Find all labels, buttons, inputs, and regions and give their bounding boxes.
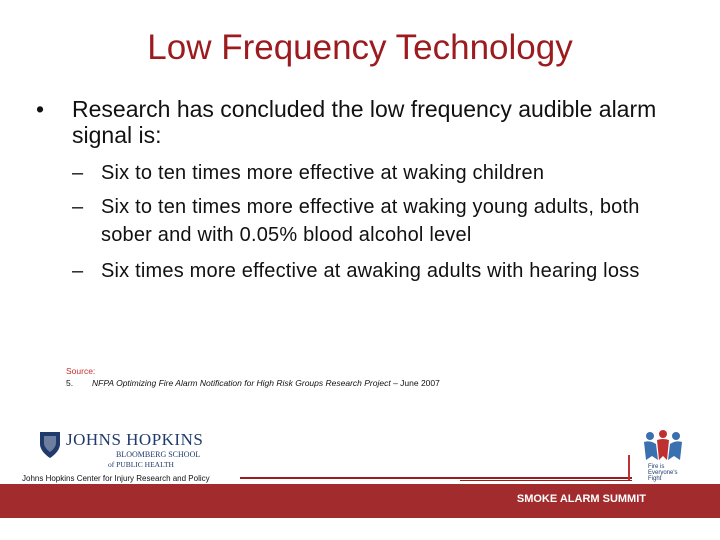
partner-logo-text: Fire is Everyone's Fight [648, 464, 678, 482]
center-name: Johns Hopkins Center for Injury Research and Policy [22, 474, 210, 483]
footer-bar [0, 484, 720, 518]
slide-title: Low Frequency Technology [147, 28, 573, 67]
school-line-2: of PUBLIC HEALTH [108, 460, 174, 469]
divider-line-secondary [460, 480, 632, 481]
source-label: Source: [66, 366, 96, 376]
sub-bullet-marker: – [72, 196, 84, 218]
event-label: SMOKE ALARM SUMMIT [516, 493, 646, 505]
reference-number: 5. [66, 378, 74, 388]
sub-bullet-text: Six times more effective at awaking adults with hearing loss [101, 260, 640, 282]
bullet-text: Research has concluded the low frequency audible alarm signal is: [72, 96, 657, 148]
shield-icon [38, 430, 62, 460]
bullet-marker: • [36, 96, 45, 122]
sub-bullet-marker: – [72, 162, 84, 184]
school-line-1: BLOOMBERG SCHOOL [116, 450, 201, 459]
people-icon [636, 430, 690, 464]
sub-bullet-text: Six to ten times more effective at waking young adults, both sober and with 0.05% blood alcohol level [101, 196, 640, 246]
divider-line [240, 477, 632, 479]
reference-title: NFPA Optimizing Fire Alarm Notification for High Risk Groups Research Project [92, 378, 391, 388]
reference-text [92, 378, 592, 388]
sub-bullet-text: Six to ten times more effective at waking children [101, 162, 545, 184]
org-name: JOHNS HOPKINS [66, 430, 204, 449]
sub-bullet-marker: – [72, 260, 84, 282]
reference-date: – June 2007 [390, 378, 440, 388]
johns-hopkins-logo [36, 428, 204, 472]
divider-mark [628, 455, 630, 480]
